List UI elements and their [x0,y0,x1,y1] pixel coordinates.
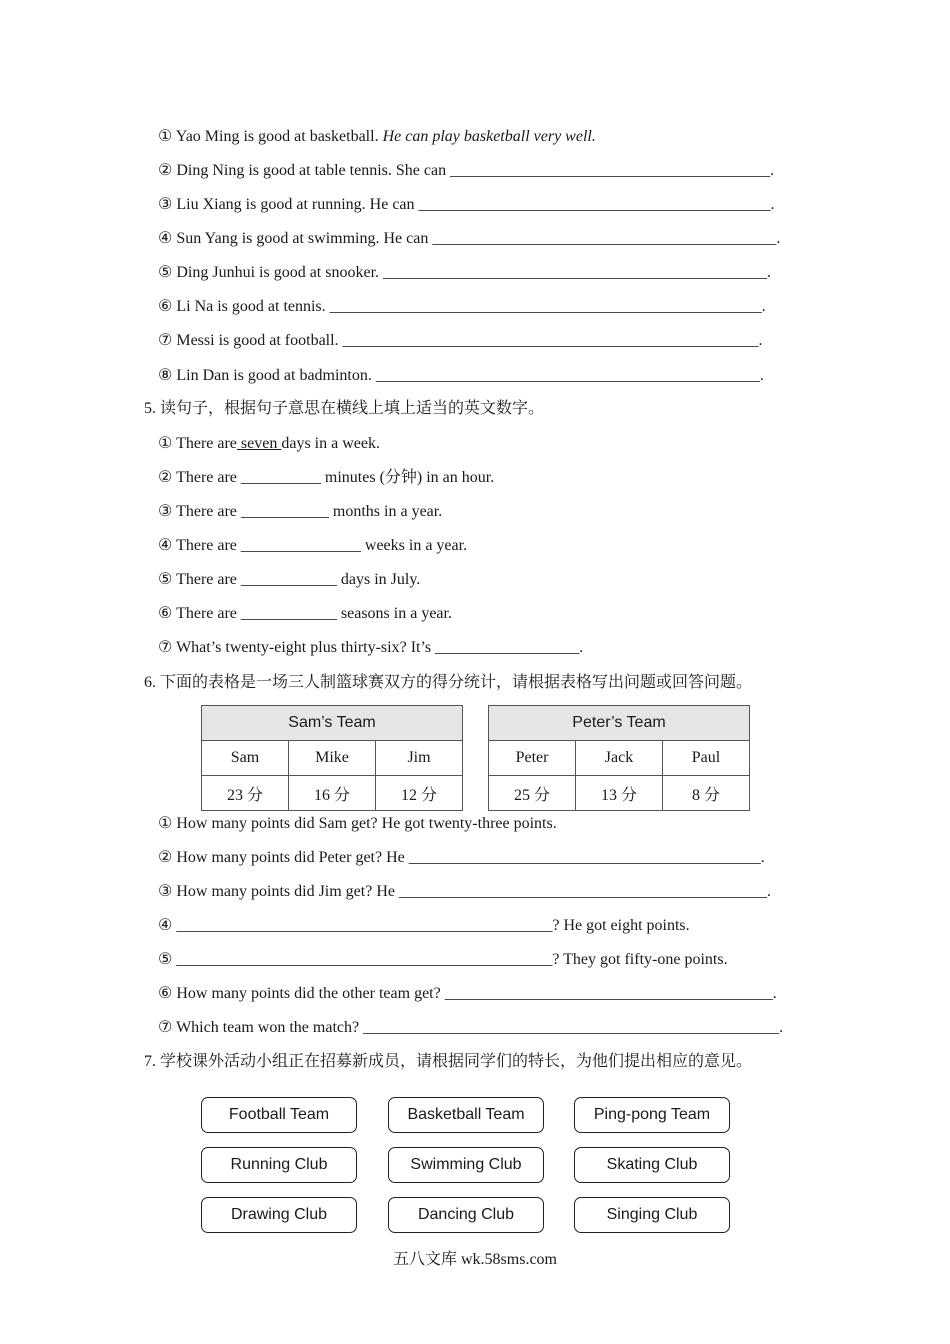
player-score: 8 分 [663,776,750,811]
exercise-item [158,848,765,868]
item-number: ③ [158,196,173,213]
item-number: ⑦ [158,639,173,656]
player-score: 12 分 [376,776,463,811]
item-text: How many points did Jim get? He ______________________________________________. [176,883,771,900]
exercise-item [158,950,728,970]
club-box-ping-pong-team: Ping-pong Team [574,1097,730,1133]
player-name: Jack [576,741,663,776]
exercise-item [158,229,780,249]
item-number: ④ [158,537,173,554]
item-text: How many points did the other team get? _________________________________________. [176,985,777,1002]
club-box-running-club: Running Club [201,1147,357,1183]
item-number: ④ [158,917,173,934]
item-text: _______________________________________________? He got eight points. [176,917,690,934]
exercise-item [158,195,775,215]
item-text: Yao Ming is good at basketball. [175,128,383,145]
exercise-item [158,916,690,936]
item-text: Which team won the match? ____________________________________________________. [176,1019,784,1036]
item-text: There are [176,435,237,452]
item-text: Li Na is good at tennis. ______________________________________________________. [176,298,766,315]
sample-answer: He can play basketball very well. [382,128,596,145]
exercise-item [158,984,777,1004]
item-text: There are ___________ months in a year. [176,503,443,520]
exercise-item [158,434,380,454]
item-text: Ding Junhui is good at snooker. ________________________________________________. [176,264,772,281]
exercise-item [158,604,452,624]
section-heading: 7. 学校课外活动小组正在招募新成员，请根据同学们的特长，为他们提出相应的意见。 [144,1053,753,1070]
team-name: Sam’s Team [202,706,463,741]
item-number: ① [158,815,173,832]
exercise-item [158,297,766,317]
item-number: ⑥ [158,298,173,315]
item-text: How many points did Peter get? He ____________________________________________. [176,849,765,866]
item-text: How many points did Sam get? He got twenty-three points. [176,815,557,832]
exercise-item [158,502,442,522]
club-box-dancing-club: Dancing Club [388,1197,544,1233]
item-number: ⑤ [158,951,173,968]
exercise-item [158,570,420,590]
club-box-basketball-team: Basketball Team [388,1097,544,1133]
exercise-item [158,468,494,488]
item-number: ③ [158,503,173,520]
item-text: Liu Xiang is good at running. He can ____________________________________________. [176,196,775,213]
item-number: ② [158,469,173,486]
item-number: ④ [158,230,173,247]
club-box-singing-club: Singing Club [574,1197,730,1233]
exercise-item [158,127,596,147]
item-text: There are ____________ seasons in a year. [176,605,452,622]
exercise-item [158,536,467,556]
item-text: What’s twenty-eight plus thirty-six? It’s __________________. [176,639,584,656]
exercise-item [158,882,771,902]
section-heading: 6. 下面的表格是一场三人制篮球赛双方的得分统计，请根据表格写出问题或回答问题。 [144,674,753,691]
exercise-item [158,814,557,834]
item-number: ⑦ [158,1019,173,1036]
item-number: ① [158,435,173,452]
item-number: ⑦ [158,332,173,349]
item-number: ② [158,849,173,866]
item-number: ⑤ [158,571,173,588]
item-text: Sun Yang is good at swimming. He can ___________________________________________. [176,230,781,247]
player-name: Mike [289,741,376,776]
player-score: 16 分 [289,776,376,811]
exercise-item [158,263,771,283]
player-score: 23 分 [202,776,289,811]
item-number: ① [158,128,173,145]
item-number: ③ [158,883,173,900]
club-box-skating-club: Skating Club [574,1147,730,1183]
player-name: Jim [376,741,463,776]
exercise-item [158,331,763,351]
score-table-sams-team [201,705,463,811]
club-box-swimming-club: Swimming Club [388,1147,544,1183]
exercise-item [158,366,764,386]
player-name: Paul [663,741,750,776]
item-text: _______________________________________________? They got fifty-one points. [176,951,728,968]
team-name: Peter’s Team [489,706,750,741]
player-name: Peter [489,741,576,776]
sample-answer: seven [236,435,282,452]
item-text: Ding Ning is good at table tennis. She can ________________________________________. [176,162,775,179]
item-text: days in a week. [281,435,380,452]
club-box-football-team: Football Team [201,1097,357,1133]
item-text: Messi is good at football. ____________________________________________________. [176,332,763,349]
exercise-item [158,161,774,181]
club-box-drawing-club: Drawing Club [201,1197,357,1233]
section-heading: 5. 读句子，根据句子意思在横线上填上适当的英文数字。 [144,400,545,417]
score-table-peters-team [488,705,750,811]
item-text: There are ____________ days in July. [176,571,421,588]
item-number: ⑧ [158,367,173,384]
player-score: 13 分 [576,776,663,811]
item-number: ⑥ [158,985,173,1002]
item-number: ② [158,162,173,179]
item-text: There are __________ minutes (分钟) in an hour. [176,469,495,486]
item-number: ⑤ [158,264,173,281]
item-text: Lin Dan is good at badminton. ________________________________________________. [176,367,764,384]
player-name: Sam [202,741,289,776]
page-footer: 五八文库 wk.58sms.com [392,1251,557,1268]
player-score: 25 分 [489,776,576,811]
exercise-item [158,638,583,658]
item-text: There are _______________ weeks in a year. [176,537,468,554]
item-number: ⑥ [158,605,173,622]
exercise-item [158,1018,783,1038]
